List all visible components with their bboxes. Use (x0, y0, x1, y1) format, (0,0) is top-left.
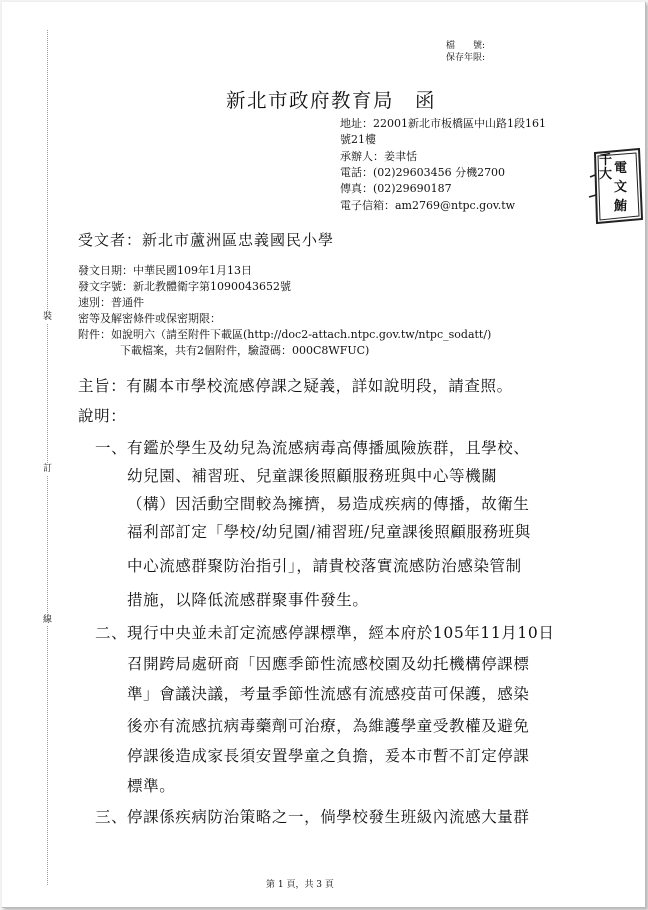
binding-mark-top: 裝 (43, 312, 53, 322)
item-number: 一、 (95, 439, 128, 457)
document-page (2, 2, 646, 908)
stamp-text-left: 電文鮪 (614, 161, 628, 214)
sender-address-cont: 號21樓 (340, 133, 376, 146)
secrecy-level: 密等及解密條件或保密期限： (78, 312, 221, 325)
binding-line (47, 30, 48, 885)
contact-person: 承辦人：姜聿恬 (340, 150, 417, 163)
attachment-info-cont: 下載檔案，共有2個附件，驗證碼：000C8WFUC) (120, 344, 370, 357)
item-line: 措施，以降低流感群聚事件發生。 (127, 591, 369, 609)
item-line: 有鑑於學生及幼兒為流感病毒高傳播風險族群，且學校、 (127, 439, 530, 457)
item-number: 三、 (95, 808, 128, 826)
file-number-label: 檔 號: (446, 41, 486, 51)
retention-label: 保存年限: (446, 53, 486, 63)
attachment-info: 附件：如說明六（請至附件下載區(http://doc2-attach.ntpc.gov.tw/ntpc_sodatt/) (78, 328, 492, 341)
binding-mark-bottom: 線 (43, 615, 53, 625)
stamp-text-right: 千大 (599, 153, 613, 182)
item-line: 現行中央並未訂定流感停課標準，經本府於105年11月10日 (127, 624, 555, 642)
item-line: 福利部訂定「學校/幼兒園/補習班/兒童課後照顧服務班與 (127, 523, 531, 541)
item-line: 標準。 (127, 777, 176, 795)
phone: 電話：(02)29603456 分機2700 (340, 166, 506, 179)
binding-mark-middle: 訂 (43, 464, 53, 474)
delivery-speed: 速別：普通件 (78, 296, 144, 309)
document-title: 新北市政府教育局 函 (226, 89, 437, 112)
item-line: 停課係疾病防治策略之一，倘學校發生班級內流感大量群 (127, 808, 530, 826)
item-line: 召開跨局處研商「因應季節性流感校園及幼托機構停課標 (127, 655, 530, 673)
item-line: 停課後造成家長須安置學童之負擔，爰本市暫不訂定停課 (127, 747, 530, 765)
recipient: 受文者：新北市蘆洲區忠義國民小學 (78, 231, 335, 249)
item-number: 二、 (95, 624, 128, 642)
item-line: 中心流感群聚防治指引」，請貴校落實流感防治感染管制 (127, 557, 522, 575)
page-footer: 第 1 頁，共 3 頁 (266, 880, 334, 890)
fax: 傳真：(02)29690187 (340, 182, 452, 195)
item-line: （構）因活動空間較為擁擠，易造成疾病的傳播，故衛生 (127, 495, 530, 513)
item-line: 準」會議決議，考量季節性流感有流感疫苗可保護，感染 (127, 685, 530, 703)
sender-address: 地址：22001新北市板橋區中山路1段161 (340, 117, 546, 130)
explanation-heading: 說明： (78, 407, 127, 425)
issue-date: 發文日期：中華民國109年1月13日 (78, 264, 252, 277)
email: 電子信箱：am2769@ntpc.gov.tw (340, 199, 516, 212)
item-line: 後亦有流感抗病毒藥劑可治療，為維護學童受教權及避免 (127, 717, 530, 735)
subject: 主旨：有關本市學校流感停課之疑義，詳如說明段，請查照。 (78, 377, 513, 395)
official-stamp (587, 147, 643, 225)
document-number: 發文字號：新北教體衛字第1090043652號 (78, 280, 291, 293)
item-line: 幼兒園、補習班、兒童課後照顧服務班與中心等機關 (127, 467, 498, 485)
